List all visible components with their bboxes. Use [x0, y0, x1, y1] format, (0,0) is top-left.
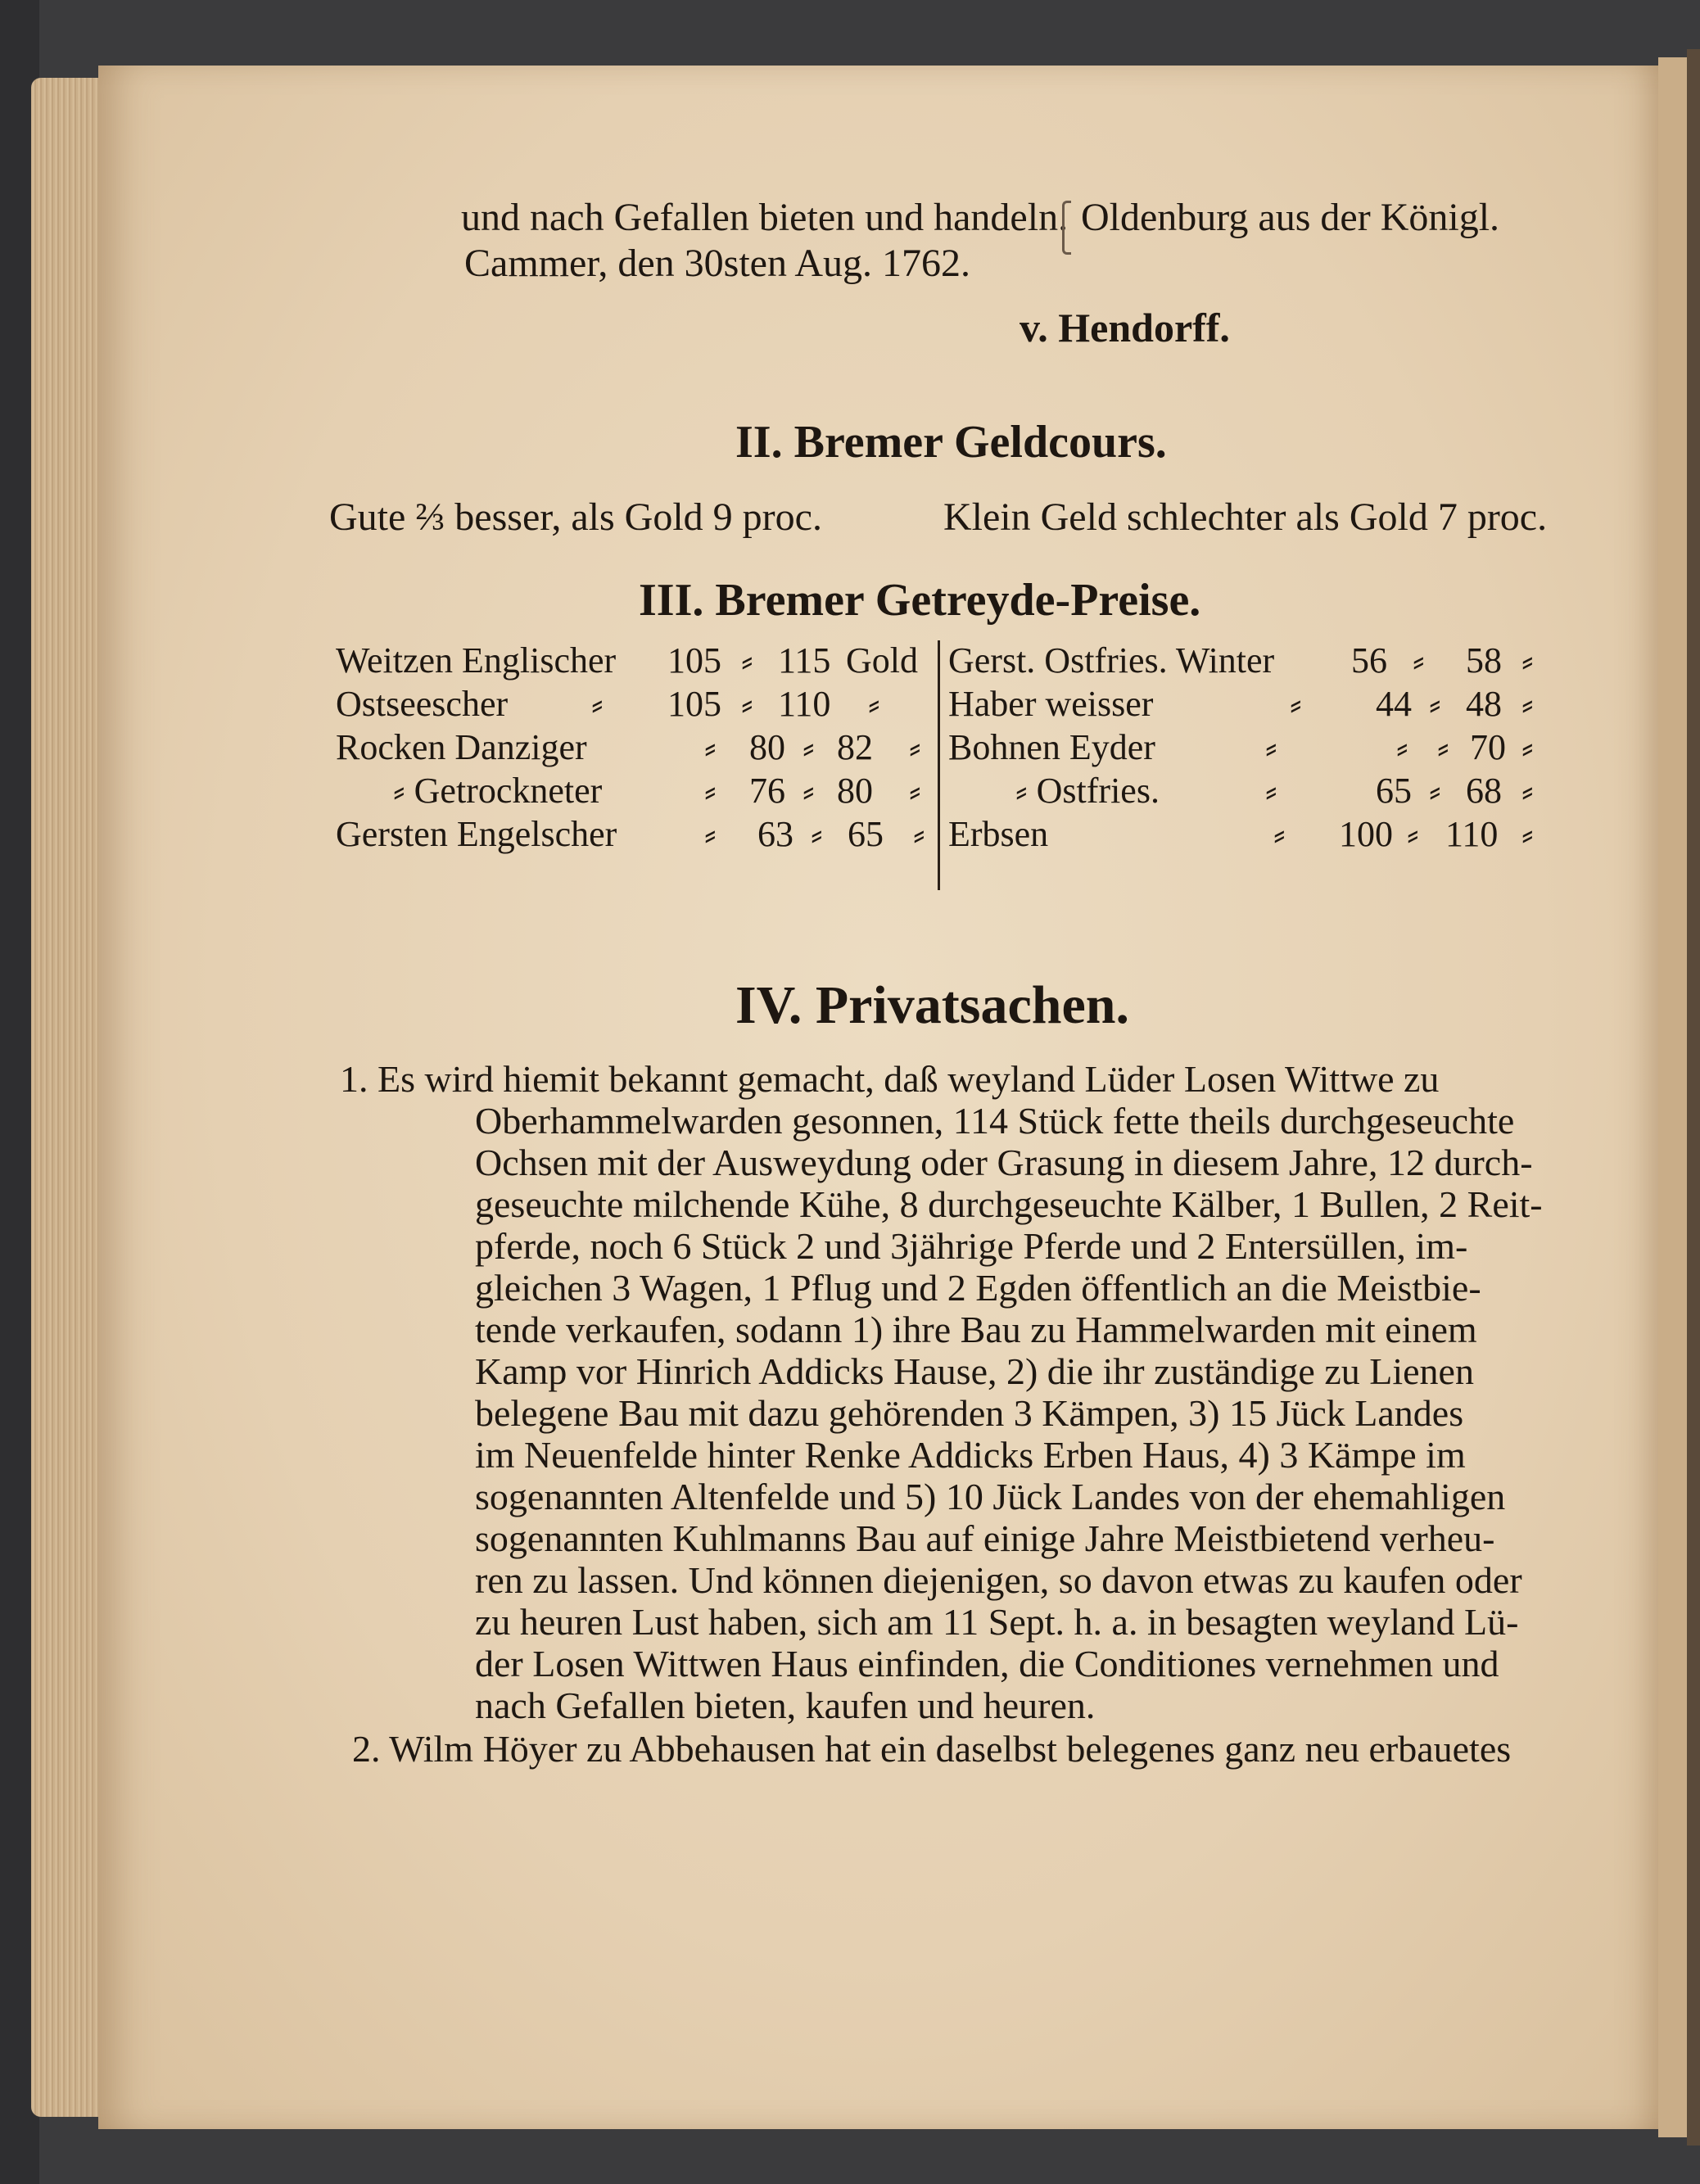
privat-line-13: zu heuren Lust haben, sich am 11 Sept. h. a. in besagten weyland Lü- [475, 1601, 1519, 1643]
privat-line-11: sogenannten Kuhlmanns Bau auf einige Jahre Meistbietend verheu- [475, 1517, 1495, 1559]
left-row-3-sep: ⸗ [803, 771, 815, 811]
left-row-4-name: Gersten Engelscher [336, 814, 617, 854]
left-row-1-unit: ⸗ [868, 684, 880, 724]
right-row-3-sep: ⸗ [1429, 771, 1441, 811]
privat-line-9: im Neuenfelde hinter Renke Addicks Erben Haus, 4) 3 Kämpe im [475, 1434, 1466, 1476]
right-row-3-v1: 65 [1376, 771, 1412, 811]
top-line-2: Cammer, den 30sten Aug. 1762. [464, 242, 970, 285]
left-row-4-v1: 63 [757, 814, 793, 854]
right-row-2-sep0: ⸗ [1396, 727, 1408, 767]
left-row-3-name: ⸗ Getrockneter [393, 771, 603, 811]
right-row-4-name: Erbsen [948, 814, 1049, 854]
privat-line-0: 1. Es wird hiemit bekannt gemacht, daß weyland Lüder Losen Wittwe zu [340, 1058, 1440, 1100]
left-row-1-v2: 110 [778, 684, 831, 724]
section3-heading: III. Bremer Getreyde-Preise. [639, 575, 1201, 626]
privat-line-14: der Losen Wittwen Haus einfinden, die Conditiones vernehmen und [475, 1643, 1499, 1684]
left-row-0-sep: ⸗ [741, 640, 753, 681]
right-row-4-v2: 110 [1445, 814, 1499, 854]
left-row-0-v1: 105 [667, 640, 721, 681]
privat-line-8: belegene Bau mit dazu gehörenden 3 Kämpen, 3) 15 Jück Landes [475, 1392, 1464, 1434]
left-row-1-v1: 105 [667, 684, 721, 724]
privat-line-2: Ochsen mit der Ausweydung oder Grasung in diesem Jahre, 12 durch- [475, 1142, 1533, 1183]
left-row-1-dot: ⸗ [591, 684, 604, 724]
right-row-1-v1: 44 [1376, 684, 1412, 724]
right-row-1-name: Haber weisser [948, 684, 1154, 724]
right-row-3-unit: ⸗ [1521, 771, 1534, 811]
privat-line-6: tende verkaufen, sodann 1) ihre Bau zu Hammelwarden mit einem [475, 1309, 1477, 1350]
left-row-3-v2: 80 [837, 771, 873, 811]
privat-line-5: gleichen 3 Wagen, 1 Pflug und 2 Egden öffentlich an die Meistbie- [475, 1267, 1481, 1309]
left-row-2-v2: 82 [837, 727, 873, 767]
left-row-3-dot: ⸗ [704, 771, 717, 811]
left-row-0-v2: 115 [778, 640, 831, 681]
right-row-0-sep: ⸗ [1413, 640, 1425, 681]
right-row-3-v2: 68 [1466, 771, 1502, 811]
right-row-4-sep: ⸗ [1407, 814, 1419, 854]
left-row-4-unit: ⸗ [913, 814, 925, 854]
left-row-3-v1: 76 [749, 771, 785, 811]
section2-right: Klein Geld schlechter als Gold 7 proc. [943, 495, 1548, 539]
privat-line-1: Oberhammelwarden gesonnen, 114 Stück fette theils durchgeseuchte [475, 1100, 1515, 1142]
right-row-1-v2: 48 [1466, 684, 1502, 724]
right-row-2-name: Bohnen Eyder [948, 727, 1155, 767]
left-row-1-sep: ⸗ [741, 684, 753, 724]
privat-line-4: pferde, noch 6 Stück 2 und 3jährige Pferde und 2 Entersüllen, im- [475, 1225, 1468, 1267]
right-row-3-name: ⸗ Ostfries. [1015, 771, 1160, 811]
right-row-0-unit: ⸗ [1521, 640, 1534, 681]
right-row-0-v1: 56 [1351, 640, 1387, 681]
marginal-bracket [1062, 201, 1071, 255]
privat-line-12: ren zu lassen. Und können diejenigen, so davon etwas zu kaufen oder [475, 1559, 1522, 1601]
section2-heading: II. Bremer Geldcours. [735, 417, 1167, 468]
right-row-0-v2: 58 [1466, 640, 1502, 681]
privat-line-7: Kamp vor Hinrich Addicks Hause, 2) die ihr zuständige zu Lienen [475, 1350, 1474, 1392]
right-row-2-dot: ⸗ [1265, 727, 1277, 767]
privat-line-3: geseuchte milchende Kühe, 8 durchgeseuchte Kälber, 1 Bullen, 2 Reit- [475, 1183, 1543, 1225]
left-row-2-v1: 80 [749, 727, 785, 767]
right-row-2-unit: ⸗ [1521, 727, 1534, 767]
top-line-1: und nach Gefallen bieten und handeln. [461, 196, 1069, 239]
privat-line-15: nach Gefallen bieten, kaufen und heuren. [475, 1684, 1096, 1726]
right-row-2-sep: ⸗ [1437, 727, 1449, 767]
signature: v. Hendorff. [1020, 305, 1230, 350]
right-row-1-unit: ⸗ [1521, 684, 1534, 724]
top-line-1-right: Oldenburg aus der Königl. [1081, 196, 1500, 239]
right-row-1-dot: ⸗ [1290, 684, 1302, 724]
left-row-0-name: Weitzen Englischer [336, 640, 617, 681]
binding-shadow [1687, 49, 1700, 2146]
section2-left: Gute ⅔ besser, als Gold 9 proc. [329, 495, 822, 539]
right-row-4-unit: ⸗ [1521, 814, 1534, 854]
right-row-3-dot: ⸗ [1265, 771, 1277, 811]
right-row-4-dot: ⸗ [1273, 814, 1286, 854]
left-row-3-unit: ⸗ [909, 771, 921, 811]
right-row-0-name: Gerst. Ostfries. Winter [948, 640, 1275, 681]
left-row-4-dot: ⸗ [704, 814, 717, 854]
right-row-2-v2: 70 [1470, 727, 1506, 767]
right-row-4-v1: 100 [1339, 814, 1393, 854]
left-row-4-sep: ⸗ [811, 814, 823, 854]
left-row-4-v2: 65 [848, 814, 884, 854]
section4-heading: IV. Privatsachen. [735, 975, 1129, 1035]
left-row-2-dot: ⸗ [704, 727, 717, 767]
privat-line-16: 2. Wilm Höyer zu Abbehausen hat ein daselbst belegenes ganz neu erbauetes [352, 1728, 1512, 1770]
left-row-2-unit: ⸗ [909, 727, 921, 767]
table-divider [938, 640, 940, 890]
left-row-2-name: Rocken Danziger [336, 727, 587, 767]
left-row-1-name: Ostseescher [336, 684, 509, 724]
left-row-0-unit: Gold [846, 640, 918, 681]
privat-line-10: sogenannten Altenfelde und 5) 10 Jück Landes von der ehemahligen [475, 1476, 1506, 1517]
right-row-1-sep: ⸗ [1429, 684, 1441, 724]
left-row-2-sep: ⸗ [803, 727, 815, 767]
